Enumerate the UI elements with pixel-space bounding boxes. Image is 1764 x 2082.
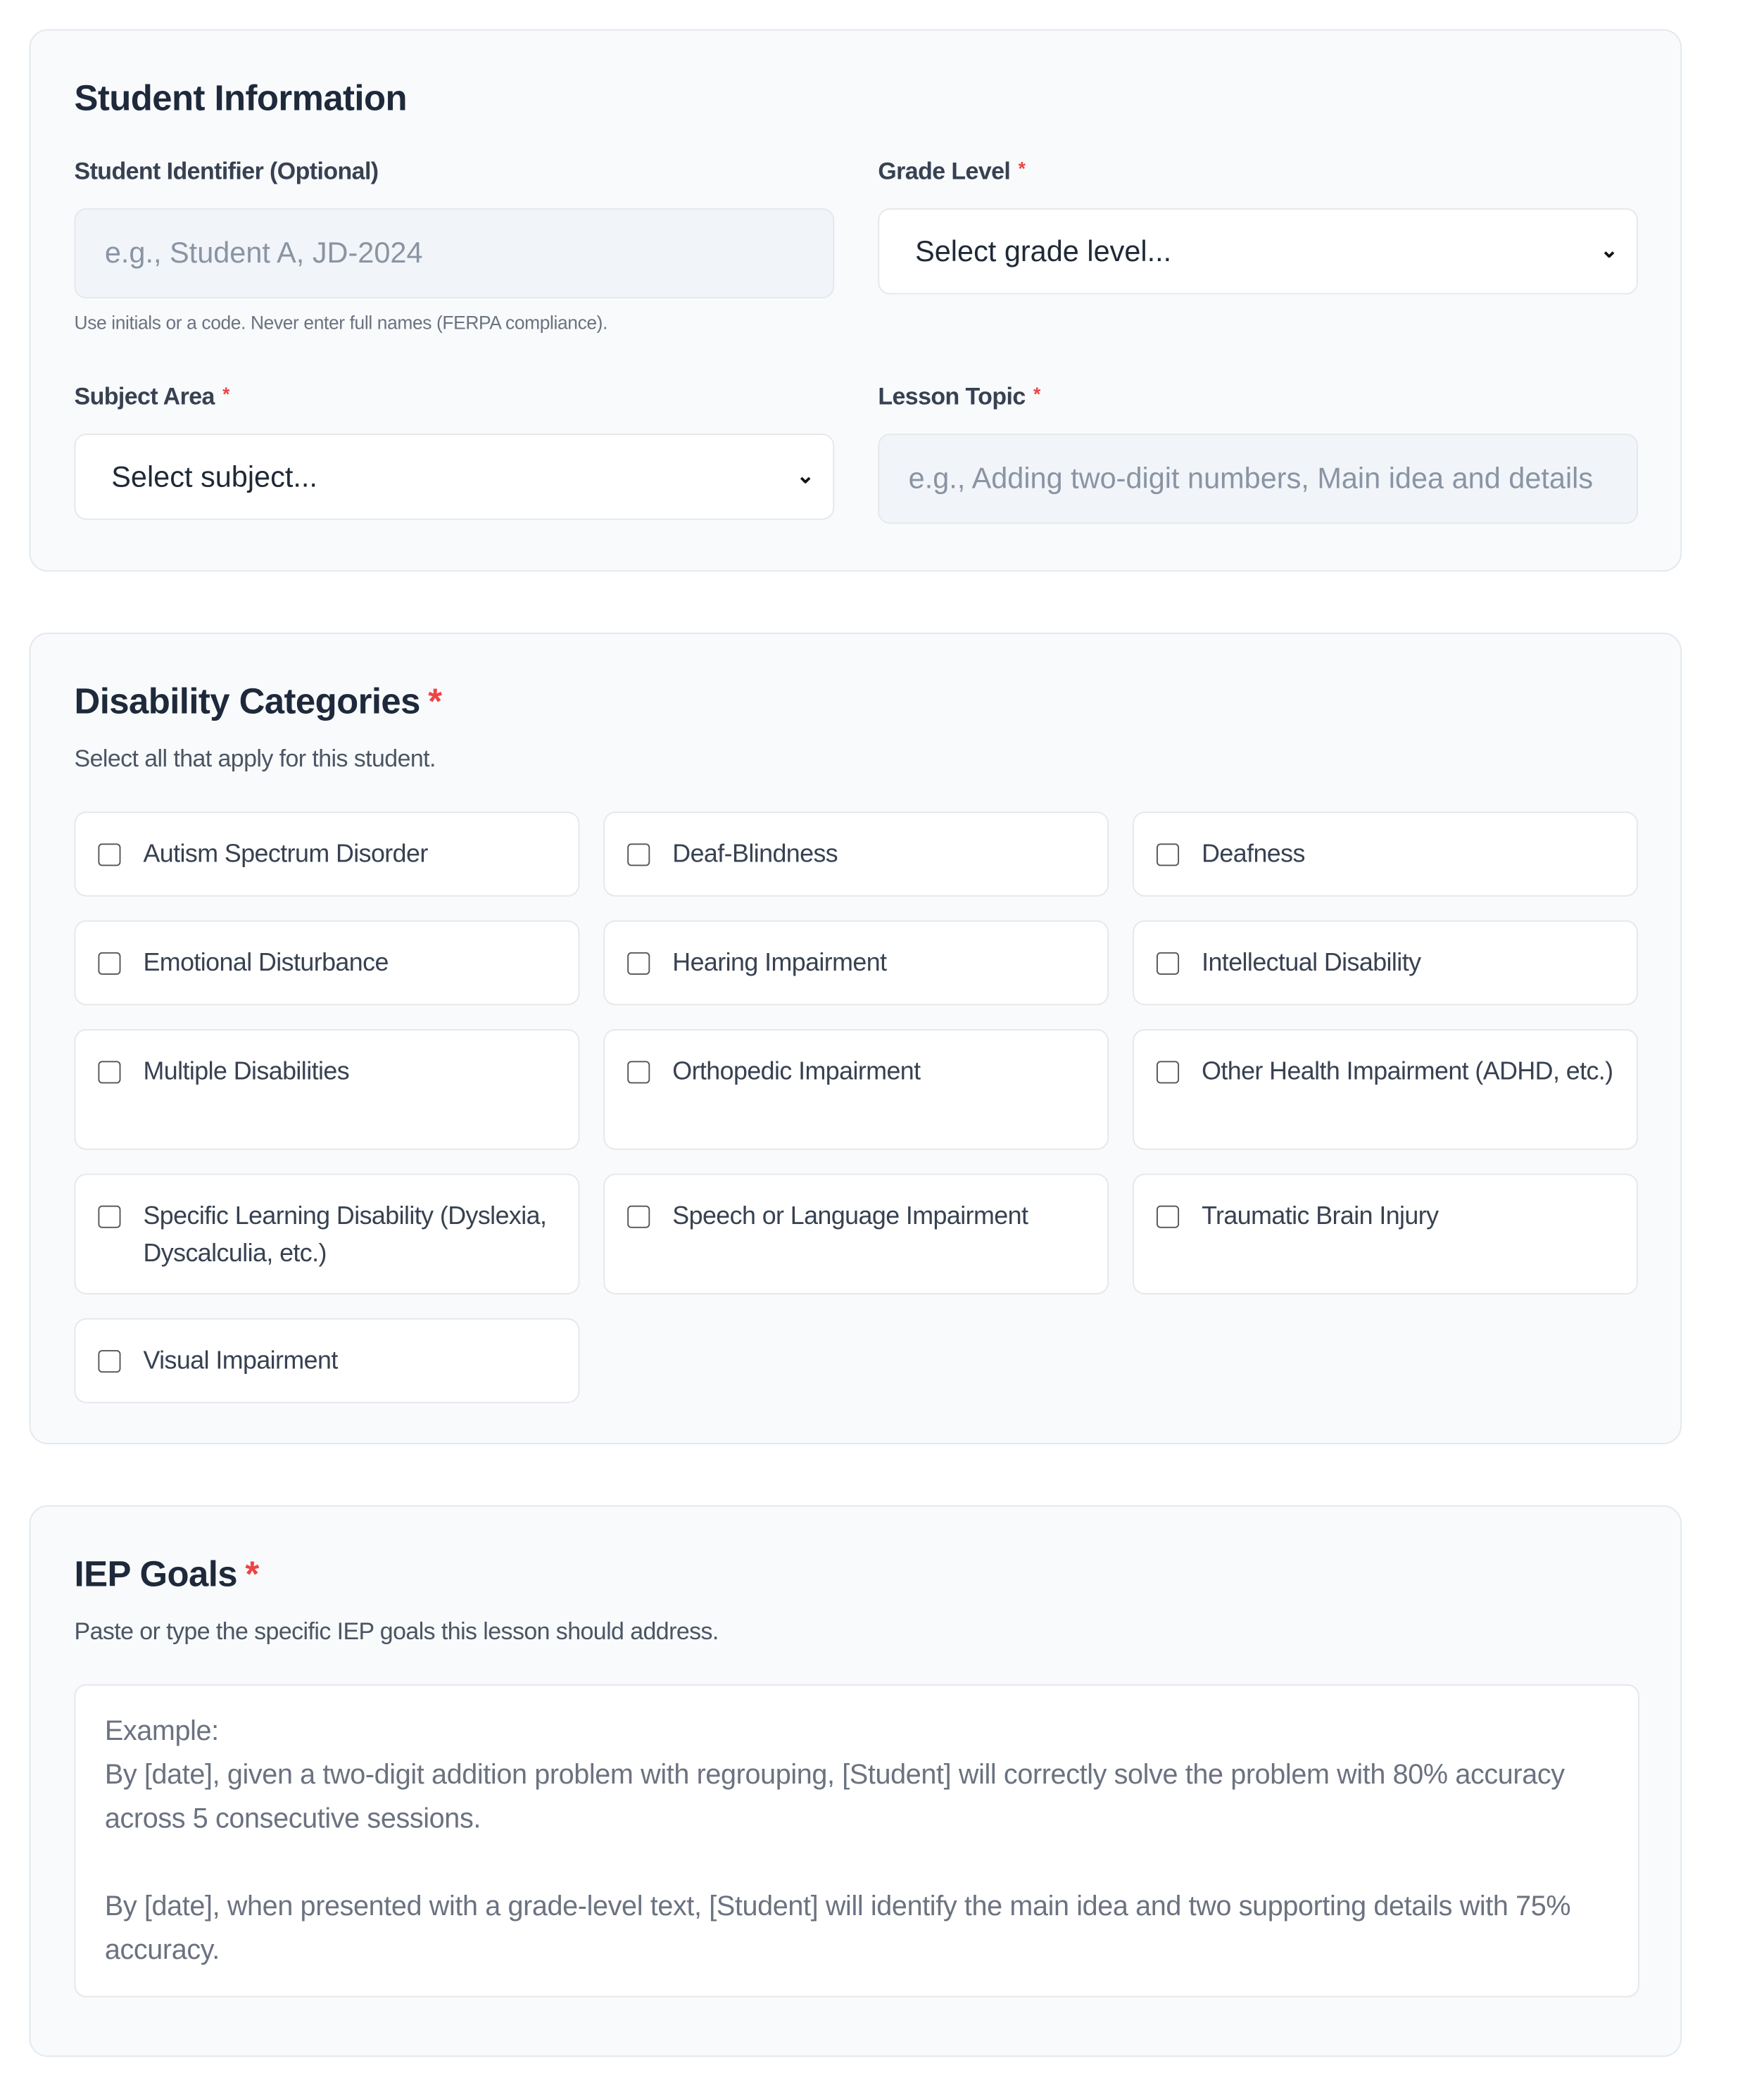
checkbox[interactable] <box>627 1061 650 1083</box>
disability-option[interactable] <box>1133 812 1638 897</box>
disability-option[interactable] <box>603 1174 1109 1294</box>
student-identifier-input[interactable] <box>75 208 835 298</box>
required-asterisk: * <box>245 1554 259 1594</box>
chevron-down-icon: ⌄ <box>1600 239 1618 263</box>
student-information-card <box>29 29 1682 572</box>
required-asterisk: * <box>1018 158 1026 179</box>
student-identifier-hint: Use initials or a code. Never enter full names (FERPA compliance). <box>74 311 608 333</box>
option-label: Other Health Impairment (ADHD, etc.) <box>1202 1058 1613 1087</box>
checkbox[interactable] <box>98 1061 120 1083</box>
grade-level-label <box>878 158 1025 186</box>
disability-option[interactable] <box>1133 921 1638 1006</box>
section-subtitle: Paste or type the specific IEP goals this lesson should address. <box>74 1617 719 1645</box>
lesson-topic-placeholder: e.g., Adding two-digit numbers, Main idea and details <box>908 461 1594 495</box>
section-title: Student Information <box>74 78 408 118</box>
checkbox[interactable] <box>98 1206 120 1228</box>
option-label: Speech or Language Impairment <box>672 1202 1028 1231</box>
checkbox[interactable] <box>98 1350 120 1373</box>
disability-option[interactable] <box>603 921 1109 1006</box>
student-identifier-label: Student Identifier (Optional) <box>74 158 379 184</box>
checkbox[interactable] <box>1157 1206 1179 1228</box>
option-label: Autism Spectrum Disorder <box>143 840 428 869</box>
grade-level-value: Select grade level... <box>915 234 1172 267</box>
option-label: Emotional Disturbance <box>143 949 389 978</box>
disability-categories-card <box>29 633 1682 1444</box>
lesson-topic-input[interactable] <box>878 434 1638 524</box>
checkbox[interactable] <box>1157 1061 1179 1083</box>
option-label: Visual Impairment <box>143 1347 338 1375</box>
section-subtitle: Select all that apply for this student. <box>74 745 436 772</box>
disability-options-grid <box>75 812 1639 1403</box>
checkbox[interactable] <box>627 1206 650 1228</box>
option-label: Deaf-Blindness <box>672 840 838 869</box>
required-asterisk: * <box>222 383 229 405</box>
subject-area-label <box>75 384 229 412</box>
disability-option[interactable] <box>75 1174 580 1294</box>
disability-option[interactable] <box>75 1318 580 1403</box>
checkbox[interactable] <box>1157 952 1179 975</box>
iep-goals-card <box>29 1506 1682 2057</box>
option-label: Hearing Impairment <box>672 949 887 978</box>
section-title <box>75 681 442 722</box>
option-label: Deafness <box>1202 840 1305 869</box>
section-title-text: IEP Goals <box>74 1554 238 1594</box>
disability-option[interactable] <box>75 1029 580 1149</box>
required-asterisk: * <box>428 681 442 722</box>
checkbox[interactable] <box>627 843 650 866</box>
required-asterisk: * <box>1033 383 1040 405</box>
subject-area-value: Select subject... <box>111 459 317 493</box>
iep-goals-textarea[interactable] <box>75 1684 1639 1998</box>
disability-option[interactable] <box>75 921 580 1006</box>
disability-option[interactable] <box>1133 1029 1638 1149</box>
option-label: Orthopedic Impairment <box>672 1058 921 1087</box>
subject-area-select[interactable] <box>75 434 835 519</box>
checkbox[interactable] <box>627 952 650 975</box>
section-title <box>75 1554 259 1595</box>
iep-goals-placeholder: Example: By [date], given a two-digit addition problem with regrouping, [Student] will correctly solve the problem with 80% accuracy across 5 consecutive sessions. By [date], when presented with a grade-level text, [Student] will identify the main idea and two supporting details with 75% accuracy. <box>104 1716 1571 1966</box>
checkbox[interactable] <box>98 952 120 975</box>
subject-area-label-text: Subject Area <box>74 383 215 410</box>
chevron-down-icon: ⌄ <box>796 465 814 488</box>
grade-level-select[interactable] <box>878 208 1638 294</box>
disability-option[interactable] <box>603 1029 1109 1149</box>
lesson-topic-label <box>878 384 1040 412</box>
lesson-topic-label-text: Lesson Topic <box>878 383 1026 410</box>
option-label: Multiple Disabilities <box>143 1058 350 1087</box>
checkbox[interactable] <box>1157 843 1179 866</box>
grade-level-label-text: Grade Level <box>878 158 1011 184</box>
option-label: Traumatic Brain Injury <box>1202 1202 1439 1231</box>
option-label: Specific Learning Disability (Dyslexia, Dyscalculia, etc.) <box>143 1202 547 1268</box>
student-identifier-placeholder: e.g., Student A, JD-2024 <box>104 236 423 270</box>
section-title-text: Disability Categories <box>74 681 420 722</box>
disability-option[interactable] <box>1133 1174 1638 1294</box>
option-label: Intellectual Disability <box>1202 949 1421 978</box>
disability-option[interactable] <box>75 812 580 897</box>
checkbox[interactable] <box>98 843 120 866</box>
disability-option[interactable] <box>603 812 1109 897</box>
